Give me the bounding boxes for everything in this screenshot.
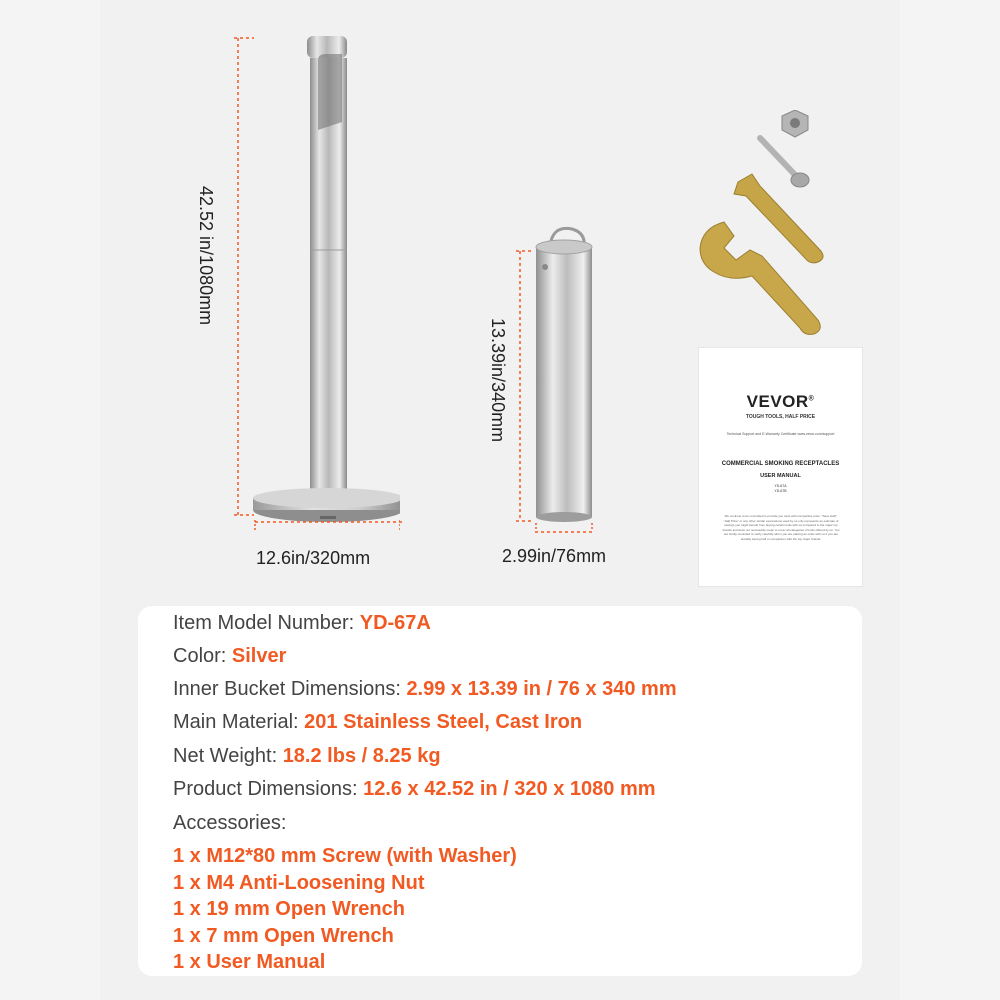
manual-model-b: YD-67B bbox=[774, 489, 787, 493]
spec-value: YD-67A bbox=[359, 612, 431, 634]
manual-support-text: Technical Support and E-Warranty Certificate www.vevor.com/support bbox=[726, 432, 835, 436]
accessory-item: 1 x 7 mm Open Wrench bbox=[173, 925, 394, 947]
bucket-illustration bbox=[512, 225, 602, 530]
spec-value: 201 Stainless Steel, Cast Iron bbox=[304, 711, 583, 733]
accessory-item: 1 x M4 Anti-Loosening Nut bbox=[173, 872, 425, 894]
main-base-width-label: 12.6in/320mm bbox=[256, 548, 371, 568]
accessory-item: 1 x 19 mm Open Wrench bbox=[173, 898, 405, 920]
spec-value: 12.6 x 42.52 in / 320 x 1080 mm bbox=[363, 778, 656, 800]
manual-title: COMMERCIAL SMOKING RECEPTACLES bbox=[721, 461, 840, 467]
spec-label: Color: bbox=[173, 645, 232, 667]
spec-main-material bbox=[173, 711, 582, 734]
accessories-heading: Accessories: bbox=[173, 812, 287, 834]
spec-value: 2.99 x 13.39 in / 76 x 340 mm bbox=[406, 678, 677, 700]
bucket-height-label: 13.39in/340mm bbox=[488, 318, 508, 443]
manual-model-a: YD-67A bbox=[774, 484, 787, 488]
manual-tagline: TOUGH TOOLS, HALF PRICE bbox=[745, 414, 816, 420]
spec-label: Item Model Number: bbox=[173, 612, 360, 634]
accessories-illustration bbox=[690, 110, 840, 340]
bucket-width-label: 2.99in/76mm bbox=[502, 546, 607, 566]
accessory-item: 1 x User Manual bbox=[173, 951, 326, 973]
user-manual bbox=[699, 348, 862, 586]
small-wrench-icon bbox=[734, 174, 823, 263]
spec-label: Net Weight: bbox=[173, 745, 283, 767]
manual-brand: VEVOR® bbox=[746, 392, 815, 411]
manual-body-text: We continue to be committed to provide you tools with competitive price. "Save Half", "Half Price" or any other similar expressions used by us only represents an estimate of savings you might benefit from buying certain tools with us compared to the major top brands and does not necessarily mean to cover all categories of tools offered by us. You are kindly reminded to verify carefully when you are placing an order with us if you are actually saving half in comparison with the top major brands. bbox=[722, 514, 840, 541]
base-width-line bbox=[254, 518, 404, 526]
spec-label: Inner Bucket Dimensions: bbox=[173, 678, 407, 700]
spec-model-number bbox=[173, 612, 431, 635]
manual-subtitle: USER MANUAL bbox=[760, 473, 801, 479]
bucket-width-line bbox=[534, 528, 596, 536]
spec-inner-bucket-dimensions bbox=[173, 678, 677, 701]
spec-value: Silver bbox=[231, 645, 287, 667]
receptacle-illustration bbox=[230, 30, 400, 530]
spec-product-dimensions bbox=[173, 778, 656, 801]
spec-label: Product Dimensions: bbox=[173, 778, 364, 800]
main-height-label: 42.52 in/1080mm bbox=[196, 186, 216, 326]
accessory-item: 1 x M12*80 mm Screw (with Washer) bbox=[173, 845, 517, 867]
spec-value: 18.2 lbs / 8.25 kg bbox=[282, 745, 441, 767]
spec-color bbox=[173, 645, 286, 668]
screw-icon bbox=[791, 173, 809, 187]
spec-net-weight bbox=[173, 745, 441, 768]
spec-label: Main Material: bbox=[173, 711, 305, 733]
